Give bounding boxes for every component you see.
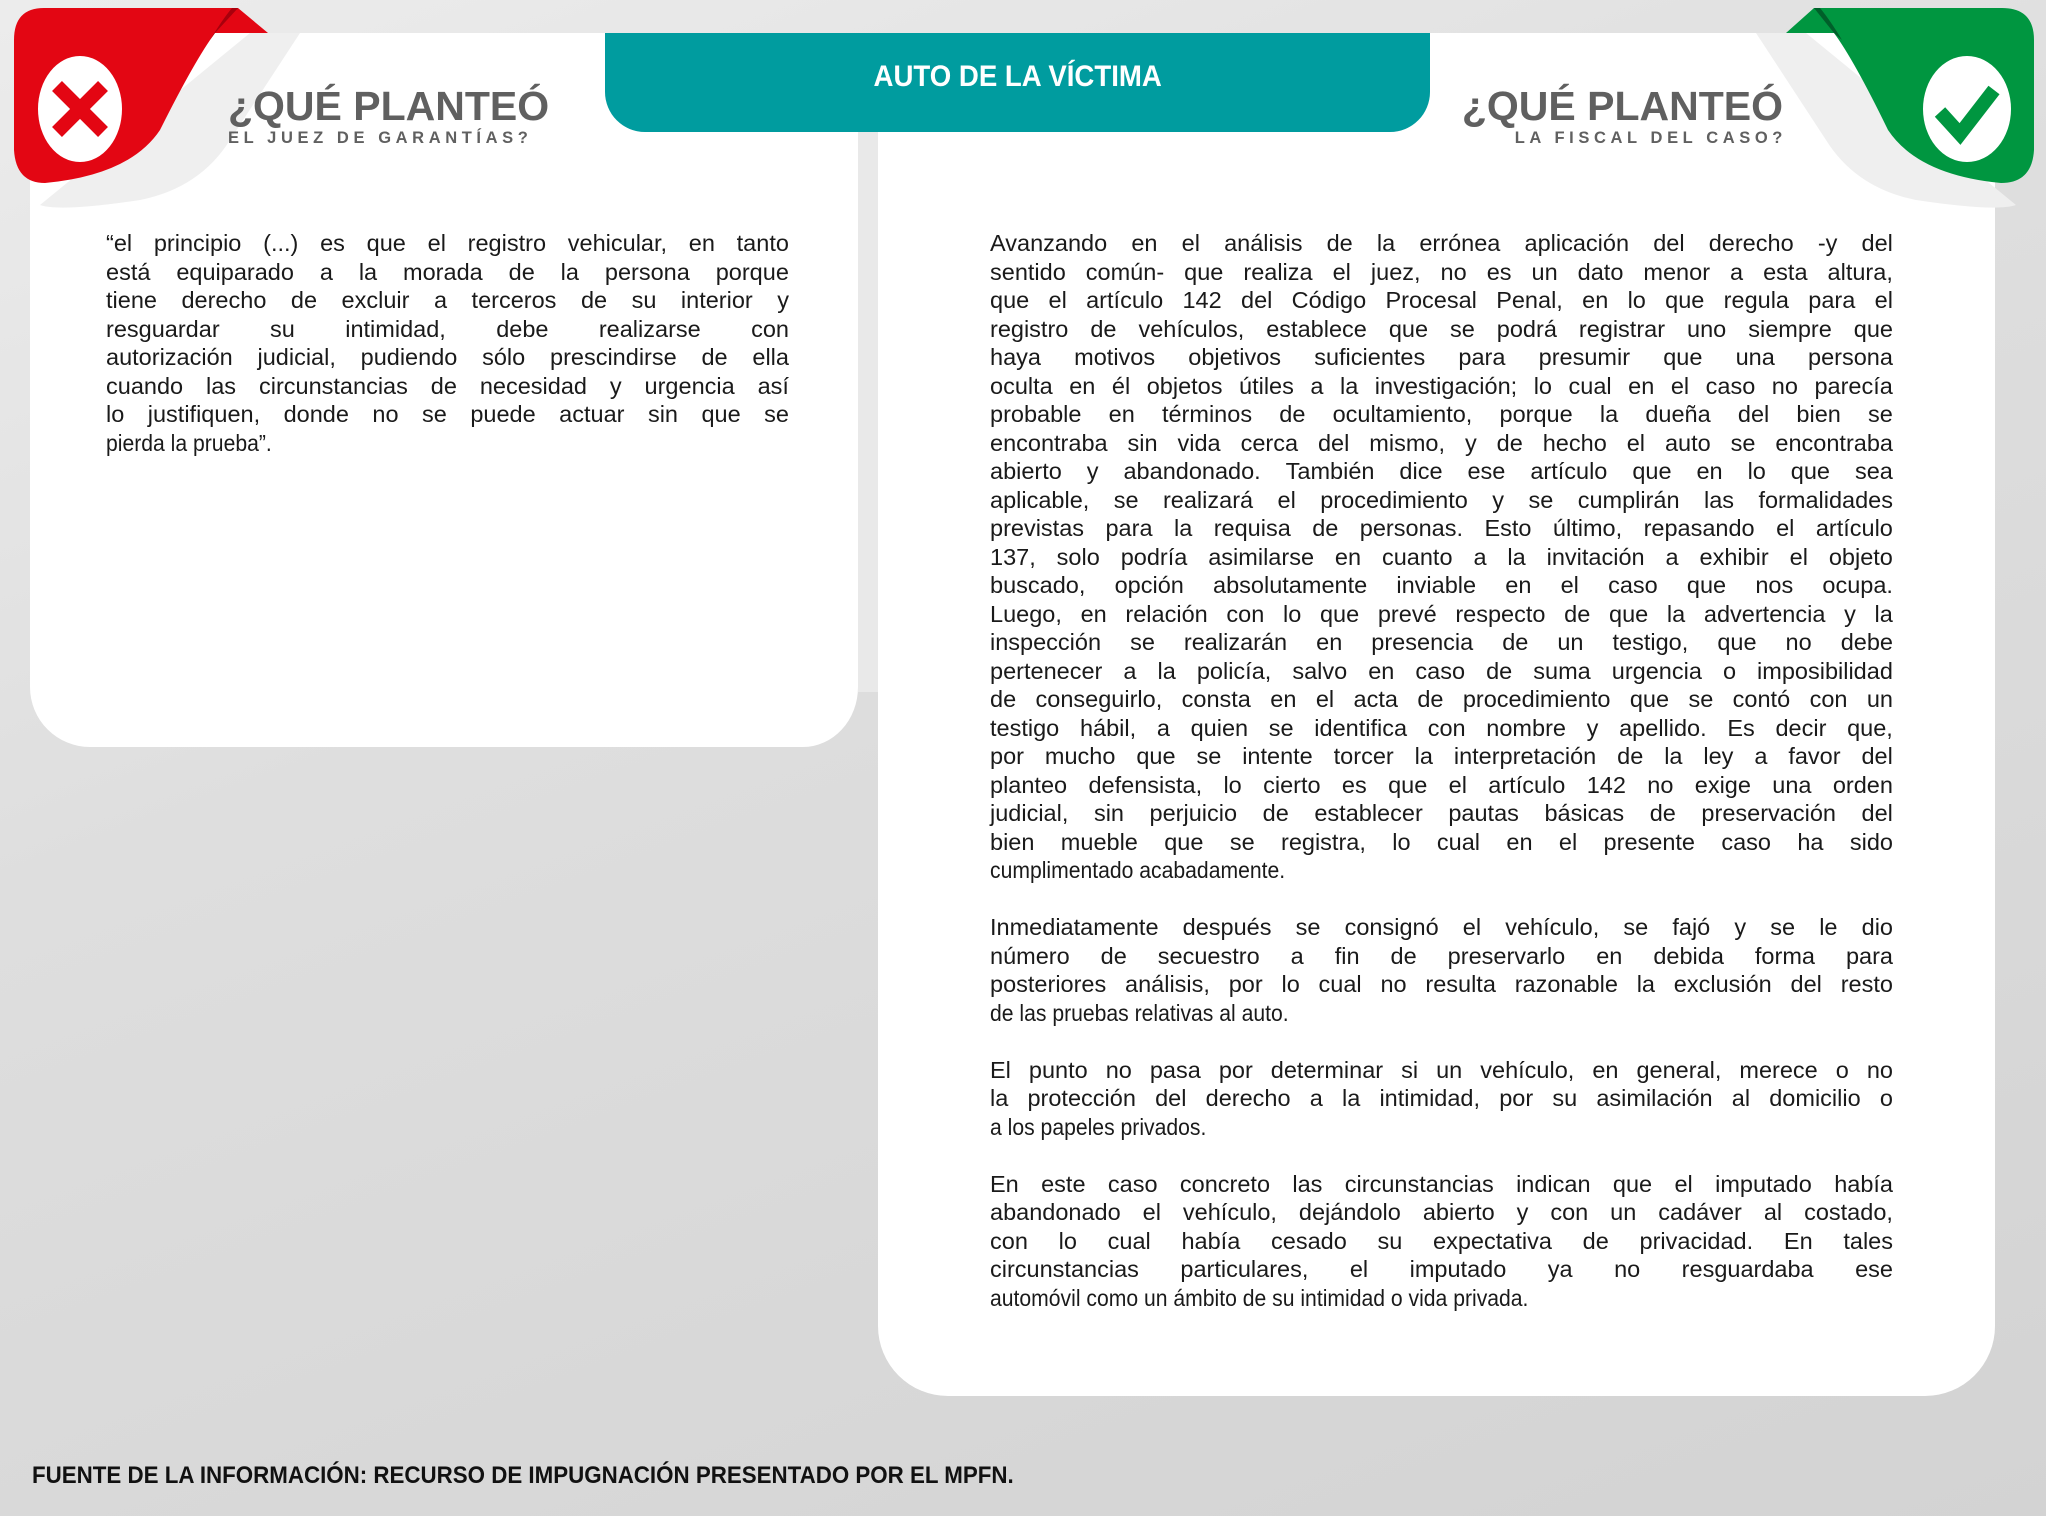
paragraph	[990, 1056, 1893, 1142]
text-line: automóvil como un ámbito de su intimidad o vida privada.	[990, 1284, 1529, 1311]
text-line: aplicable, se realizará el procedimiento y se cumplirán las formalidades	[990, 486, 1893, 513]
text-line: posteriores análisis, por lo cual no resulta razonable la exclusión del resto	[990, 971, 1893, 997]
text-line: por mucho que se intente torcer la interpretación de la ley a favor del	[990, 743, 1893, 769]
paragraph	[990, 229, 1893, 885]
text-line: Avanzando en el análisis de la errónea aplicación del derecho -y del	[990, 230, 1893, 256]
right-argument-text	[990, 229, 1893, 1312]
text-line: autorización judicial, pudiendo sólo prescindirse de ella	[106, 344, 789, 370]
text-line: encontraba sin vida cerca del mismo, y de hecho el auto se encontraba	[990, 429, 1893, 456]
text-line: previstas para la requisa de personas. Esto último, repasando el artículo	[990, 515, 1893, 541]
text-line: la protección del derecho a la intimidad, por su asimilación al domicilio o	[990, 1085, 1893, 1111]
text-line: sentido común- que realiza el juez, no es un dato menor a esta altura,	[990, 258, 1893, 285]
paragraph	[990, 1170, 1893, 1313]
text-line: tiene derecho de excluir a terceros de su interior y	[106, 287, 789, 313]
text-line: cumplimentado acabadamente.	[990, 857, 1286, 883]
text-line: lo justifiquen, donde no se puede actuar sin que se	[106, 401, 789, 427]
text-line: Inmediatamente después se consignó el vehículo, se fajó y se le dio	[990, 914, 1893, 940]
text-line: probable en términos de ocultamiento, porque la dueña del bien se	[990, 401, 1893, 427]
text-line: registro de vehículos, establece que se podrá registrar uno siempre que	[990, 315, 1893, 342]
text-line: abierto y abandonado. También dice ese artículo que en lo que sea	[990, 458, 1893, 484]
text-line: a los papeles privados.	[990, 1113, 1207, 1140]
right-heading-title: ¿QUÉ PLANTEÓ	[1461, 83, 1783, 129]
text-line: resguardar su intimidad, debe realizarse con	[106, 315, 789, 342]
text-line: En este caso concreto las circunstancias indican que el imputado había	[990, 1170, 1893, 1197]
text-line: planteo defensista, lo cierto es que el artículo 142 no exige una orden	[990, 771, 1893, 798]
text-line: número de secuestro a fin de preservarlo en debida forma para	[990, 942, 1893, 969]
source-footer: FUENTE DE LA INFORMACIÓN: RECURSO DE IMPUGNACIÓN PRESENTADO POR EL MPFN.	[32, 1462, 1014, 1489]
text-line: “el principio (...) es que el registro vehicular, en tanto	[106, 230, 789, 256]
text-line: pierda la prueba”.	[106, 429, 272, 456]
paragraph	[990, 913, 1893, 1027]
panel-divider	[858, 132, 878, 692]
text-line: buscado, opción absolutamente inviable en el caso que nos ocupa.	[990, 572, 1893, 598]
text-line: de conseguirlo, consta en el acta de procedimiento que se contó con un	[990, 686, 1893, 712]
text-line: está equiparado a la morada de la persona porque	[106, 258, 789, 285]
text-line: Luego, en relación con lo que prevé respecto de que la advertencia y la	[990, 600, 1893, 627]
text-line: abandonado el vehículo, dejándolo abierto y con un cadáver al costado,	[990, 1199, 1893, 1225]
left-heading-subtitle: EL JUEZ DE GARANTÍAS?	[228, 129, 533, 147]
text-line: inspección se realizarán en presencia de un testigo, que no debe	[990, 629, 1893, 655]
text-line: 137, solo podría asimilarse en cuanto a la invitación a exhibir el objeto	[990, 543, 1893, 570]
left-heading	[228, 84, 549, 148]
text-line: con lo cual había cesado su expectativa de privacidad. En tales	[990, 1227, 1893, 1254]
check-icon	[1923, 56, 2011, 162]
right-heading	[1461, 83, 1787, 148]
text-line: testigo hábil, a quien se identifica con nombre y apellido. Es decir que,	[990, 714, 1893, 741]
text-line: bien mueble que se registra, lo cual en el presente caso ha sido	[990, 828, 1893, 855]
text-line: de las pruebas relativas al auto.	[990, 999, 1289, 1026]
left-quote-text	[106, 229, 789, 457]
text-line: circunstancias particulares, el imputado ya no resguardaba ese	[990, 1256, 1893, 1282]
text-line: que el artículo 142 del Código Procesal Penal, en lo que regula para el	[990, 287, 1893, 313]
right-heading-subtitle: LA FISCAL DEL CASO?	[1514, 129, 1787, 147]
text-line: El punto no pasa por determinar si un vehículo, en general, merece o no	[990, 1056, 1893, 1083]
header-title: AUTO DE LA VÍCTIMA	[873, 59, 1162, 93]
text-line: haya motivos objetivos suficientes para presumir que una persona	[990, 344, 1893, 370]
paragraph	[106, 229, 789, 457]
text-line: judicial, sin perjuicio de establecer pautas básicas de preservación del	[990, 800, 1893, 826]
text-line: oculta en él objetos útiles a la investigación; lo cual en el caso no parecía	[990, 372, 1893, 399]
header-tab	[605, 33, 1430, 132]
x-icon	[38, 56, 122, 162]
text-line: cuando las circunstancias de necesidad y urgencia así	[106, 372, 789, 399]
left-heading-title: ¿QUÉ PLANTEÓ	[228, 83, 550, 129]
text-line: pertenecer a la policía, salvo en caso de suma urgencia o imposibilidad	[990, 657, 1893, 684]
